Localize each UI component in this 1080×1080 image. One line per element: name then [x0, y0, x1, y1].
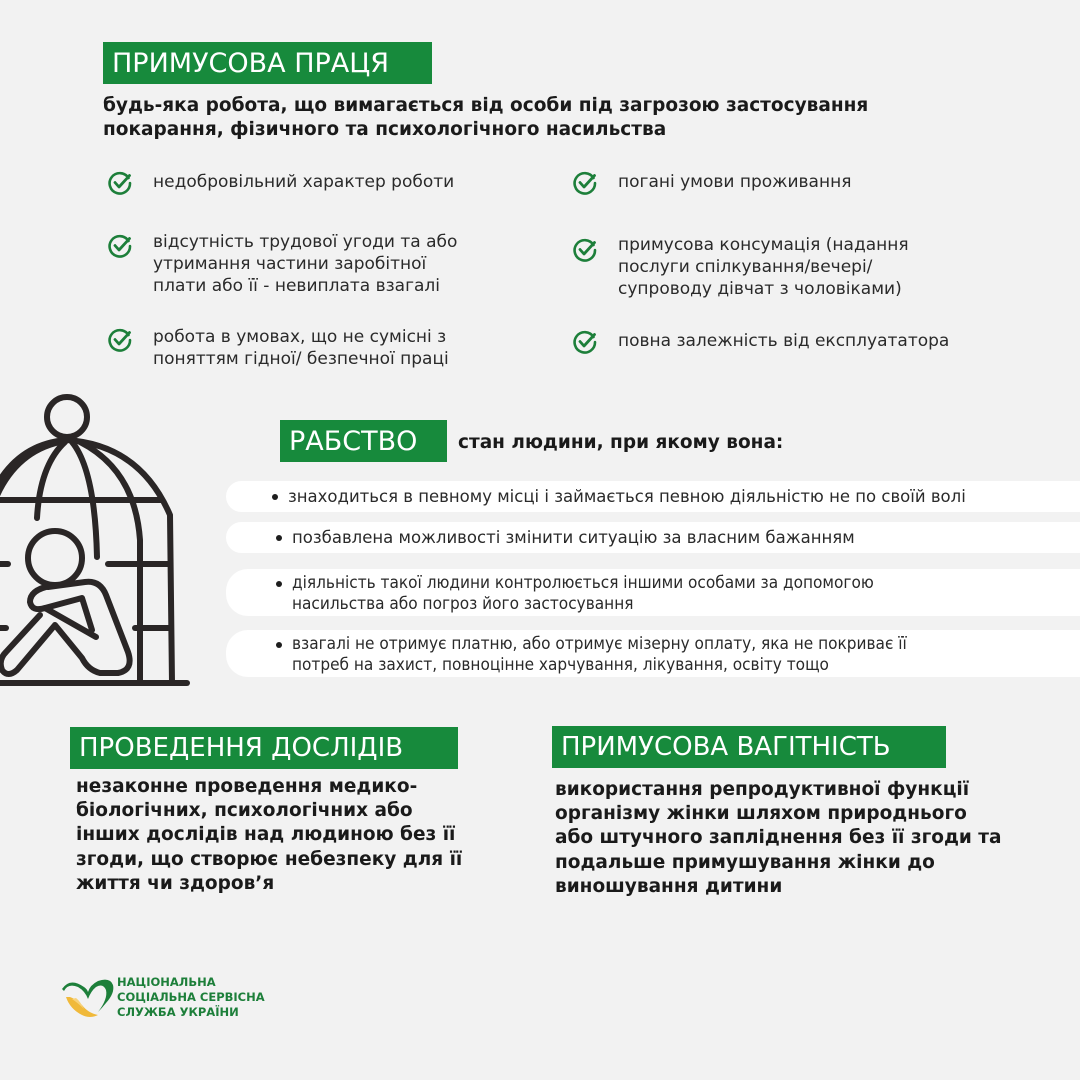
slavery-item	[226, 569, 1080, 616]
org-name-line: СЛУЖБА УКРАЇНИ	[117, 1005, 239, 1019]
person-in-cage-icon	[0, 390, 200, 690]
bullet-icon	[272, 494, 278, 500]
check-item-text: погані умови проживання	[618, 172, 852, 192]
forced-labor-item	[572, 329, 949, 355]
check-item-text: відсутність трудової угоди та або утримання частини заробітної плати або її - невиплата взагалі	[153, 232, 458, 296]
slavery-title: РАБСТВО	[280, 420, 447, 462]
check-circle-icon	[107, 170, 133, 196]
slavery-item	[226, 522, 1080, 553]
forced-pregnancy-title: ПРИМУСОВА ВАГІТНІСТЬ	[552, 726, 946, 768]
slavery-item	[226, 630, 1080, 677]
check-item-text: недобровільний характер роботи	[153, 172, 455, 192]
check-circle-icon	[107, 233, 133, 259]
heart-hand-logo-icon	[58, 975, 116, 1021]
forced-labor-definition: будь-яка робота, що вимагається від особи під загрозою застосування покарання, фізичного та психологічного насильства	[103, 95, 869, 140]
slavery-item-text: позбавлена можливості змінити ситуацію за власним бажанням	[292, 528, 855, 547]
check-item-text: повна залежність від експлуататора	[618, 331, 950, 351]
check-circle-icon	[572, 237, 598, 263]
forced-labor-item	[107, 233, 457, 297]
org-name-line: СОЦІАЛЬНА СЕРВІСНА	[117, 990, 265, 1004]
slavery-item-text: взагалі не отримує платню, або отримує мізерну оплату, яка не покриває її потреб на захист, повноцінне харчування, лікування, освіту тощо	[292, 633, 907, 674]
forced-labor-item	[107, 327, 449, 370]
forced-labor-item	[572, 237, 909, 300]
forced-pregnancy-definition: використання репродуктивної функції організму жінки шляхом природнього або штучного запліднення без її згоди та подальше примушування жінки до виношування дитини	[555, 779, 1002, 897]
bullet-icon	[276, 581, 282, 587]
bullet-icon	[276, 535, 282, 541]
slavery-subtitle: стан людини, при якому вона:	[458, 432, 784, 453]
check-circle-icon	[572, 170, 598, 196]
experiments-title: ПРОВЕДЕННЯ ДОСЛІДІВ	[70, 727, 458, 769]
forced-labor-title: ПРИМУСОВА ПРАЦЯ	[103, 42, 432, 84]
check-circle-icon	[107, 327, 133, 353]
check-item-text: примусова консумація (надання послуги спілкування/вечері/ супроводу дівчат з чоловіками)	[618, 235, 909, 299]
check-circle-icon	[572, 329, 598, 355]
forced-labor-item	[572, 170, 851, 196]
slavery-item-text: діяльність такої людини контролюється іншими особами за допомогою насильства або погроз його застосування	[292, 572, 874, 613]
forced-labor-item	[107, 170, 454, 196]
slavery-item-text: знаходиться в певному місці і займається певною діяльністю не по своїй волі	[288, 487, 966, 506]
slavery-item	[226, 481, 1080, 512]
bullet-icon	[276, 642, 282, 648]
org-name	[117, 975, 265, 1020]
org-name-line: НАЦІОНАЛЬНА	[117, 975, 216, 989]
check-item-text: робота в умовах, що не сумісні з поняттям гідної/ безпечної праці	[153, 327, 449, 369]
experiments-definition: незаконне проведення медико- біологічних, психологічних або інших дослідів над людиною без її згоди, що створює небезпеку для її життя чи здоров’я	[76, 776, 463, 894]
